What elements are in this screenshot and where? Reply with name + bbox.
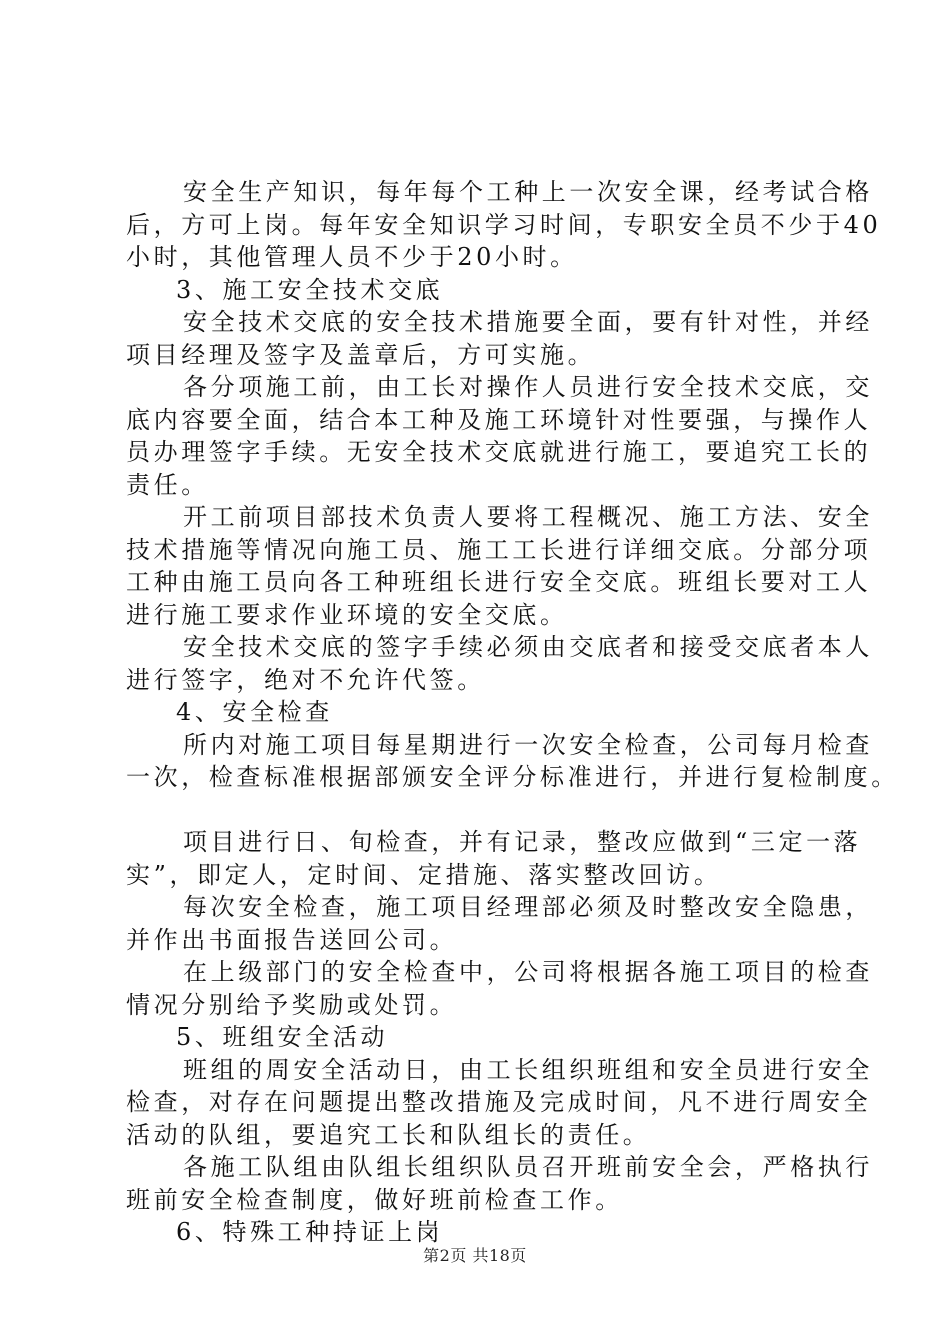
text-line: 工种由施工员向各工种班组长进行安全交底。班组长要对工人 <box>126 568 872 596</box>
text-line: 责任。 <box>126 470 209 499</box>
document-body <box>126 176 899 1249</box>
text-line: 实”，即定人，定时间、定措施、落实整改回访。 <box>126 860 722 889</box>
section-heading: 4、安全检查 <box>176 698 333 726</box>
text-line: 后，方可上岗。每年安全知识学习时间，专职安全员不少于40 <box>126 210 882 239</box>
text-line: 安全技术交底的签字手续必须由交底者和接受交底者本人 <box>183 633 873 661</box>
text-line: 在上级部门的安全检查中，公司将根据各施工项目的检查 <box>183 958 873 986</box>
section-heading: 3、施工安全技术交底 <box>176 275 444 304</box>
text-line: 各分项施工前，由工长对操作人员进行安全技术交底，交 <box>183 373 873 401</box>
section-heading: 5、班组安全活动 <box>176 1023 389 1051</box>
text-line: 项目进行日、旬检查，并有记录，整改应做到“三定一落 <box>183 828 862 856</box>
text-line: 所内对施工项目每星期进行一次安全检查，公司每月检查 <box>183 730 873 759</box>
text-line: 班组的周安全活动日，由工长组织班组和安全员进行安全 <box>183 1055 873 1084</box>
text-line: 一次，检查标准根据部颁安全评分标准进行，并进行复检制度。 <box>126 763 899 791</box>
text-line: 小时，其他管理人员不少于20小时。 <box>126 243 578 271</box>
text-line: 安全技术交底的安全技术措施要全面，要有针对性，并经 <box>183 308 873 336</box>
text-line: 底内容要全面，结合本工种及施工环境针对性要强，与操作人 <box>126 405 872 434</box>
text-line: 进行施工要求作业环境的安全交底。 <box>126 600 568 629</box>
text-line: 活动的队组，要追究工长和队组长的责任。 <box>126 1120 651 1149</box>
text-line: 开工前项目部技术负责人要将工程概况、施工方法、安全 <box>183 503 873 531</box>
text-line: 各施工队组由队组长组织队员召开班前安全会，严格执行 <box>183 1153 873 1181</box>
section-heading: 6、特殊工种持证上岗 <box>176 1218 444 1246</box>
text-line: 员办理签字手续。无安全技术交底就进行施工，要追究工长的 <box>126 438 872 466</box>
text-line: 进行签字，绝对不允许代签。 <box>126 665 485 694</box>
text-line: 项目经理及签字及盖章后，方可实施。 <box>126 340 596 369</box>
text-line: 每次安全检查，施工项目经理部必须及时整改安全隐患， <box>183 893 873 921</box>
text-line: 技术措施等情况向施工员、施工工长进行详细交底。分部分项 <box>126 535 872 564</box>
text-line: 检查，对存在问题提出整改措施及完成时间，凡不进行周安全 <box>126 1088 872 1116</box>
text-line: 并作出书面报告送回公司。 <box>126 925 458 954</box>
text-line: 班前安全检查制度，做好班前检查工作。 <box>126 1185 623 1214</box>
page-footer: 第2页 共18页 <box>423 1246 527 1265</box>
blank-line <box>126 794 838 827</box>
text-line: 情况分别给予奖励或处罚。 <box>126 990 458 1019</box>
text-line: 安全生产知识，每年每个工种上一次安全课，经考试合格 <box>183 178 873 206</box>
